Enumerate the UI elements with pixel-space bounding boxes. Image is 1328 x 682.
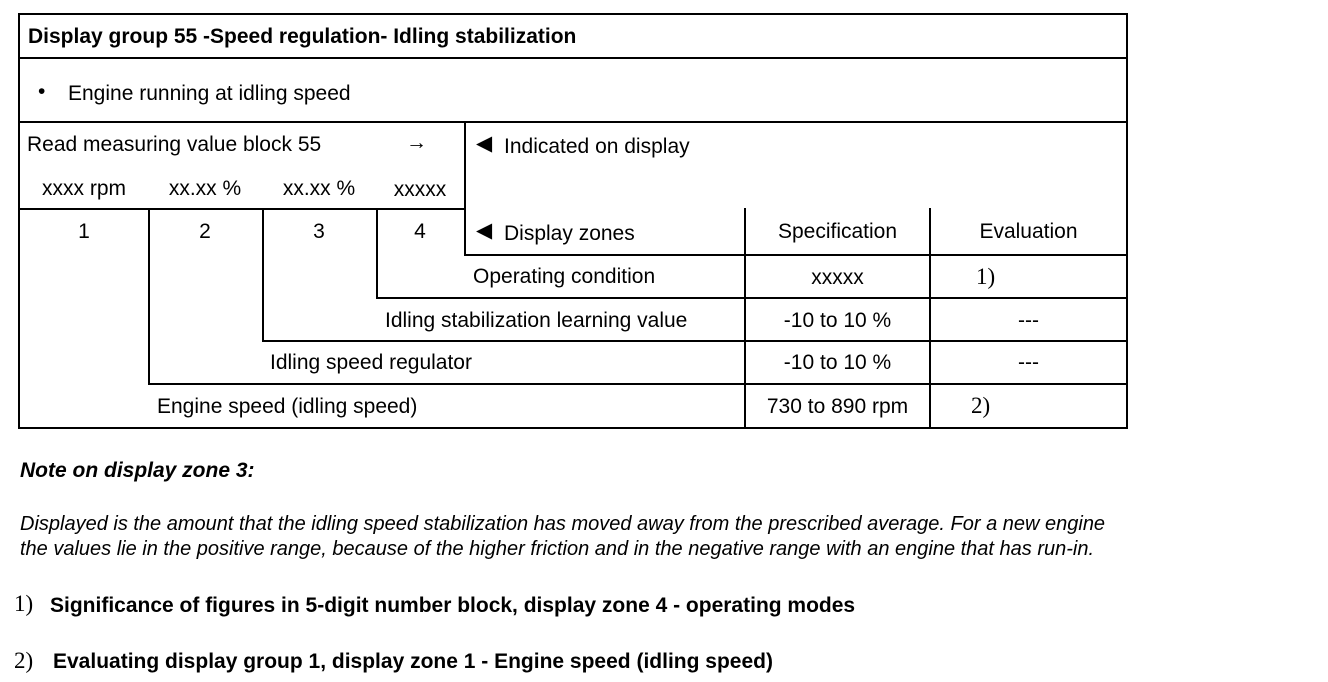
triangle-left-icon: ◀ bbox=[476, 132, 493, 155]
note-line-1: Displayed is the amount that the idling speed stabilization has moved away from the prescribed average. For a new engine bbox=[20, 513, 1106, 535]
specification-header: Specification bbox=[777, 220, 898, 243]
footnote-1-marker: 1) bbox=[14, 591, 34, 616]
row-engine-speed-spec: 730 to 890 rpm bbox=[766, 395, 909, 418]
note-line-2: the values lie in the positive range, because of the higher friction and in the negative range with an engine that has run-in. bbox=[20, 538, 1095, 560]
divider-zone-header bbox=[464, 254, 1128, 256]
row-regulator-eval: --- bbox=[1018, 351, 1039, 374]
row-engine-speed-label: Engine speed (idling speed) bbox=[157, 395, 418, 418]
note-title: Note on display zone 3: bbox=[20, 459, 255, 482]
row-learning-spec: -10 to 10 % bbox=[783, 309, 892, 332]
evaluation-header: Evaluation bbox=[979, 220, 1078, 243]
row-learning-label: Idling stabilization learning value bbox=[385, 309, 688, 332]
footnote-1-text: Significance of figures in 5-digit number block, display zone 4 - operating modes bbox=[50, 594, 856, 617]
table-border-bottom bbox=[18, 427, 1128, 429]
arrow-right-icon: → bbox=[406, 131, 427, 154]
footnote-2-text: Evaluating display group 1, display zone 1 - Engine speed (idling speed) bbox=[53, 650, 773, 673]
triangle-left-icon: ◀ bbox=[476, 219, 493, 242]
table-border-right bbox=[1126, 13, 1128, 429]
divider-row-learning bbox=[262, 340, 1128, 342]
indicated-label: Indicated on display bbox=[504, 135, 690, 158]
display-value-3: xx.xx % bbox=[282, 177, 356, 200]
display-value-1: xxxx rpm bbox=[42, 177, 126, 200]
row-regulator-spec: -10 to 10 % bbox=[783, 351, 892, 374]
zone-number-1: 1 bbox=[78, 220, 90, 243]
zone-number-2: 2 bbox=[199, 220, 211, 243]
divider-row-regulator bbox=[148, 383, 1128, 385]
divider-title bbox=[18, 57, 1128, 59]
condition-bullet: • bbox=[38, 80, 46, 103]
divider-left-panel bbox=[464, 121, 466, 256]
table-title: Display group 55 -Speed regulation- Idling stabilization bbox=[28, 25, 577, 48]
row-engine-speed-eval: 2) bbox=[971, 393, 991, 418]
footnote-2-marker: 2) bbox=[14, 648, 34, 673]
row-operating-eval: 1) bbox=[976, 264, 996, 289]
row-learning-eval: --- bbox=[1018, 309, 1039, 332]
divider-values bbox=[18, 208, 466, 210]
display-zones-label: Display zones bbox=[504, 222, 635, 245]
zone-number-4: 4 bbox=[414, 220, 426, 243]
row-operating-spec: xxxxx bbox=[811, 266, 864, 289]
row-regulator-label: Idling speed regulator bbox=[270, 351, 472, 374]
read-block-label: Read measuring value block 55 bbox=[27, 133, 322, 156]
row-operating-label: Operating condition bbox=[473, 265, 656, 288]
table-border-top bbox=[18, 13, 1128, 15]
display-value-2: xx.xx % bbox=[168, 177, 242, 200]
zone-number-3: 3 bbox=[313, 220, 325, 243]
display-value-4: xxxxx bbox=[393, 178, 447, 201]
divider-condition bbox=[18, 121, 1128, 123]
condition-text: Engine running at idling speed bbox=[68, 82, 351, 105]
divider-row-operating bbox=[376, 297, 1128, 299]
